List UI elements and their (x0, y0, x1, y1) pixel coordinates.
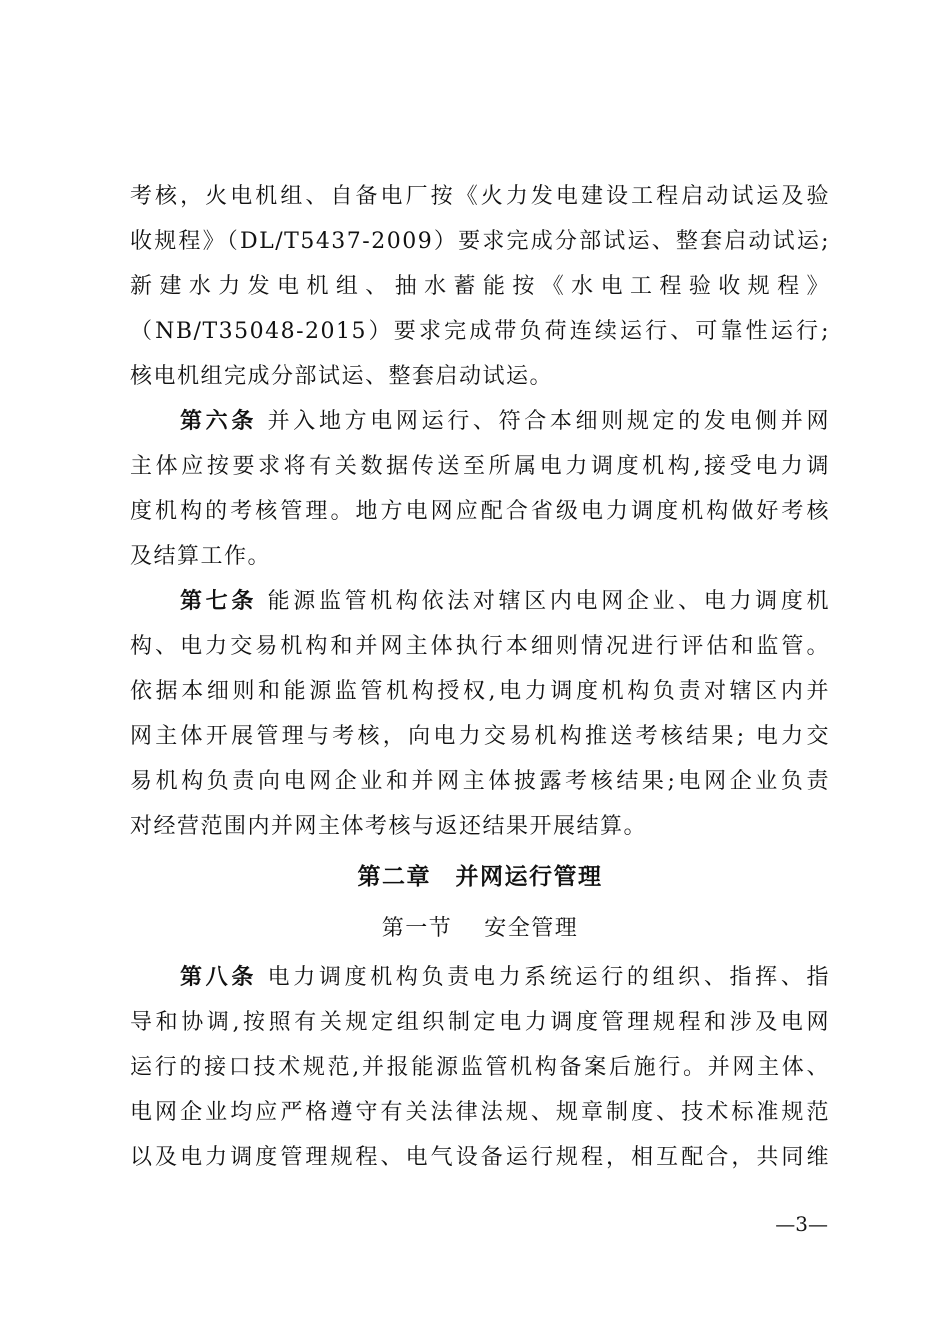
text-line: 网主体开展管理与考核，向电力交易机构推送考核结果; 电力交 (130, 724, 830, 749)
text-line: 导和协调,按照有关规定组织制定电力调度管理规程和涉及电网 (130, 1010, 830, 1035)
article-6-text: 并入地方电网运行、符合本细则规定的发电侧并网 (267, 409, 830, 434)
article-7-heading: 第七条 (180, 589, 257, 614)
article-6-heading: 第六条 (180, 409, 257, 434)
article-8-first-line (130, 955, 830, 1000)
text-line: （NB/T35048-2015）要求完成带负荷连续运行、可靠性运行; (130, 319, 830, 344)
text-line: 电网企业均应严格遵守有关法律法规、规章制度、技术标准规范 (130, 1100, 830, 1125)
text-line: 依据本细则和能源监管机构授权,电力调度机构负责对辖区内并 (130, 679, 830, 704)
article-6-first-line (130, 399, 830, 444)
article-7-text: 能源监管机构依法对辖区内电网企业、电力调度机 (267, 589, 830, 614)
page-number: —3— (775, 1212, 828, 1236)
text-line: 构、电力交易机构和并网主体执行本细则情况进行评估和监管。 (130, 634, 830, 659)
text-line: 核电机组完成分部试运、整套启动试运。 (130, 364, 554, 389)
text-line: 主体应按要求将有关数据传送至所属电力调度机构,接受电力调 (130, 454, 830, 479)
text-line: 运行的接口技术规范,并报能源监管机构备案后施行。并网主体、 (130, 1055, 830, 1080)
text-line: 考核，火电机组、自备电厂按《火力发电建设工程启动试运及验 (130, 184, 830, 209)
text-line: 度机构的考核管理。地方电网应配合省级电力调度机构做好考核 (130, 499, 830, 524)
article-8-text: 电力调度机构负责电力系统运行的组织、指挥、指 (267, 965, 830, 990)
text-line: 易机构负责向电网企业和并网主体披露考核结果;电网企业负责 (130, 769, 830, 794)
text-line: 及结算工作。 (130, 544, 272, 569)
document-body (130, 174, 830, 1180)
text-line: 收规程》（DL/T5437-2009）要求完成分部试运、整套启动试运; (130, 229, 830, 254)
article-8-heading: 第八条 (180, 965, 257, 990)
chapter-title: 第二章 并网运行管理 (357, 864, 603, 890)
text-line: 新建水力发电机组、抽水蓄能按《水电工程验收规程》 (130, 274, 830, 299)
text-line: 对经营范围内并网主体考核与返还结果开展结算。 (130, 814, 648, 839)
section-title: 第一节 安全管理 (381, 916, 579, 941)
text-line: 以及电力调度管理规程、电气设备运行规程，相互配合，共同维 (130, 1145, 830, 1170)
article-7-first-line (130, 579, 830, 624)
